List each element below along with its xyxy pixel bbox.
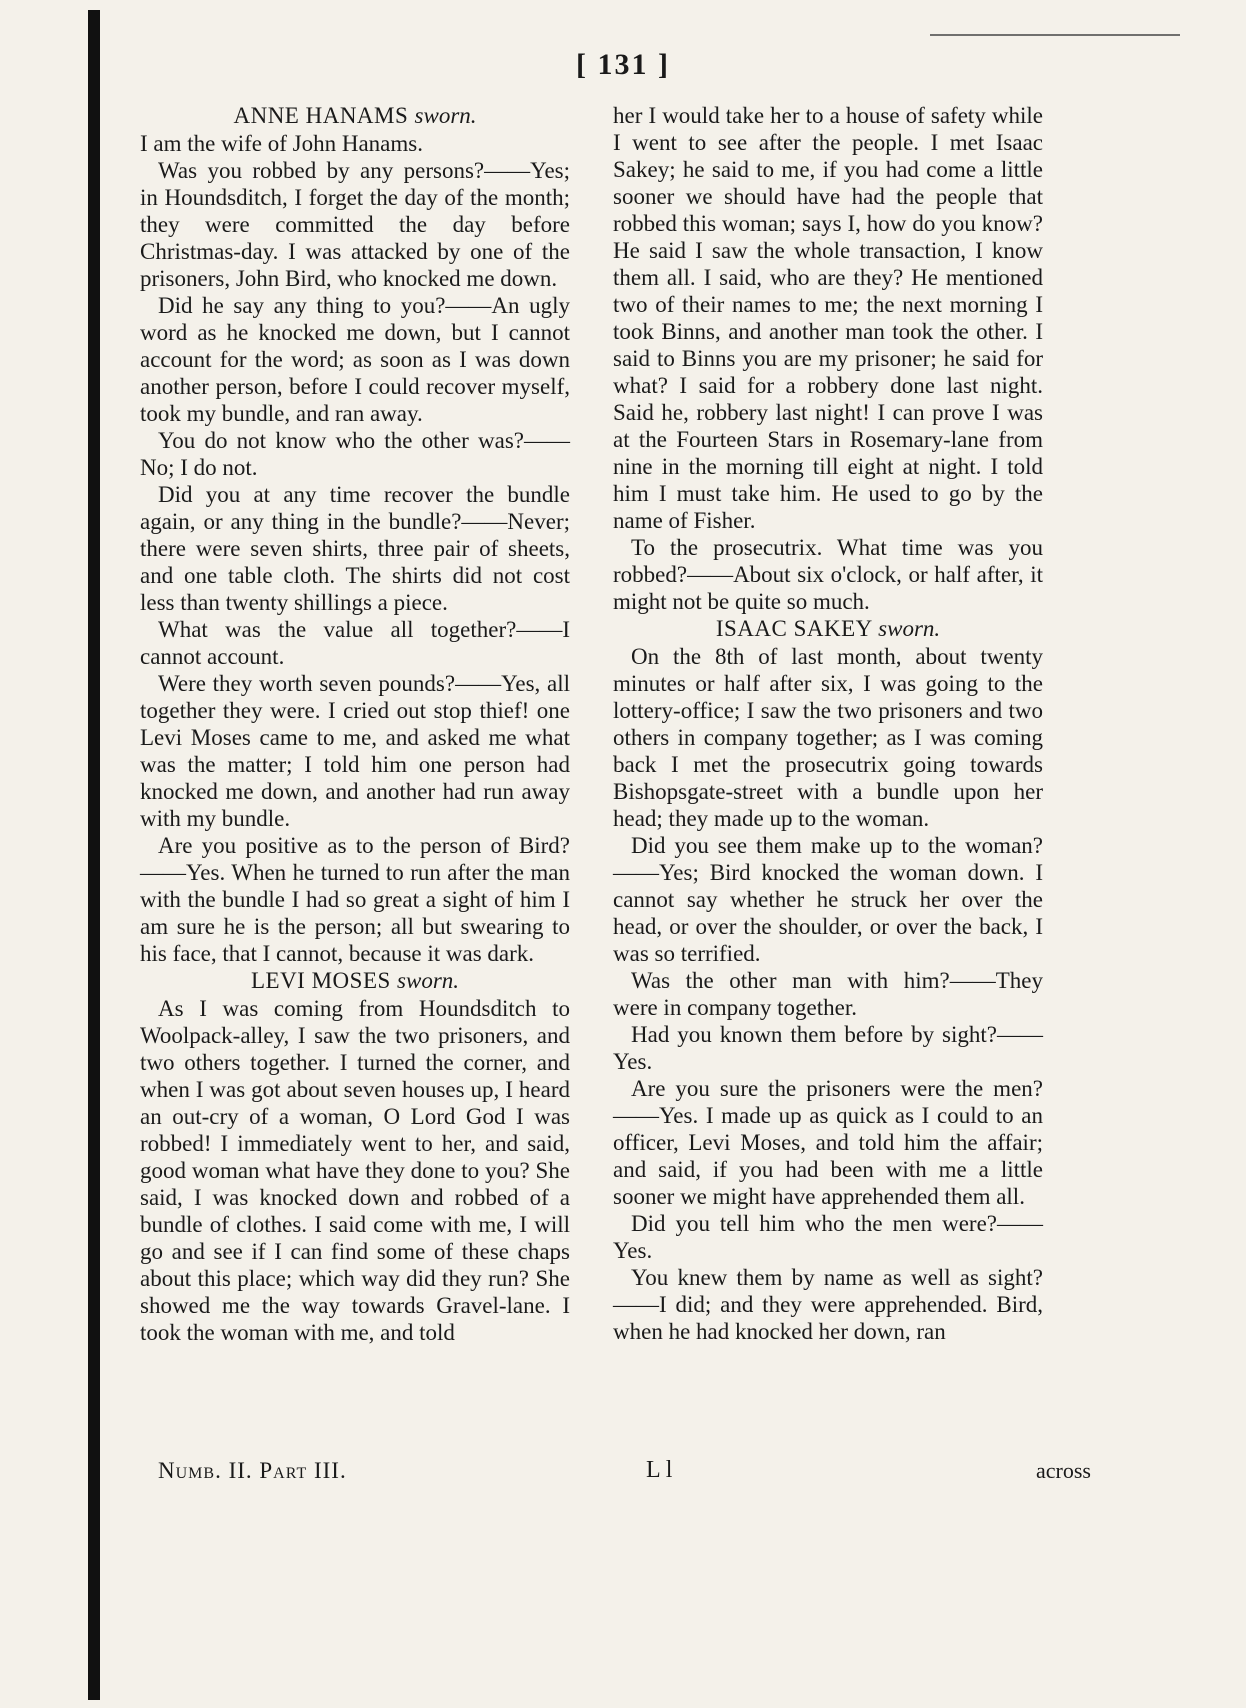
testimony-paragraph: Was you robbed by any persons?——Yes; in Houndsditch, I forget the day of the month; they were committed the day before Christmas-day. I was attacked by one of the prisoners, John Bird, who knocked me down. — [140, 158, 570, 291]
testimony-paragraph: What was the value all together?——I cannot account. — [140, 617, 570, 669]
testimony-paragraph: Did you at any time recover the bundle again, or any thing in the bundle?——Never; there were seven shirts, three pair of sheets, and one table cloth. The shirts did not cost less than twenty shillings a piece. — [140, 482, 570, 615]
testimony-paragraph: Did you tell him who the men were?——Yes. — [613, 1211, 1043, 1263]
testimony-paragraph: Are you sure the prisoners were the men?——Yes. I made up as quick as I could to an officer, Levi Moses, and told him the affair; and said, if you had been with me a little sooner we might have apprehended them all. — [613, 1076, 1043, 1209]
signature-mark-right: L l — [646, 1457, 673, 1483]
witness-heading: ANNE HANAMS sworn. — [233, 103, 477, 128]
testimony-paragraph: Did you see them make up to the woman?——Yes; Bird knocked the woman down. I cannot say whether he struck her over the head, or over the shoulder, or over the back, I was so terrified. — [613, 833, 1043, 966]
catchword: across — [1036, 1458, 1091, 1483]
top-rule — [930, 34, 1180, 36]
testimony-paragraph: her I would take her to a house of safety while I went to see after the people. I met Isaac Sakey; he said to me, if you had come a little sooner we should have had the people that robbed this woman; says I, how do you know? He said I saw the whole transaction, I know them all. I said, who are they? He mentioned two of their names to me; the next morning I took Binns, and another man took the other. I said to Binns you are my prisoner; he said for what? I said for a robbery done last night. Said he, robbery last night! I can prove I was at the Fourteen Stars in Rosemary-lane from nine in the morning till eight at night. I told him I must take him. He used to go by the name of Fisher. — [613, 103, 1043, 533]
testimony-paragraph: As I was coming from Houndsditch to Woolpack-alley, I saw the two prisoners, and two others together. I turned the corner, and when I was got about seven houses up, I heard an out-cry of a woman, O Lord God I was robbed! I immediately went to her, and said, good woman what have they done to you? She said, I was knocked down and robbed of a bundle of clothes. I said come with me, I will go and see if I can find some of these chaps about this place; which way did they run? She showed me the way towards Gravel-lane. I took the woman with me, and told — [140, 996, 570, 1345]
testimony-paragraph: Did he say any thing to you?——An ugly word as he knocked me down, but I cannot account for the word; as soon as I was down another person, before I could recover myself, took my bundle, and ran away. — [140, 293, 570, 426]
signature-mark-left: Numb. II. Part III. — [158, 1458, 347, 1483]
left-column — [140, 102, 570, 1346]
testimony-paragraph: You knew them by name as well as sight?——I did; and they were apprehended. Bird, when he had knocked her down, ran — [613, 1265, 1043, 1344]
page-number: [ 131 ] — [576, 48, 670, 81]
right-column — [613, 102, 1043, 1345]
witness-heading: ISAAC SAKEY sworn. — [715, 616, 941, 641]
testimony-paragraph: Were they worth seven pounds?——Yes, all together they were. I cried out stop thief! one Levi Moses came to me, and asked me what was the matter; I told him one person had knocked me down, and another had run away with my bundle. — [140, 671, 570, 831]
testimony-paragraph: Are you positive as to the person of Bird?——Yes. When he turned to run after the man with the bundle I had so great a sight of him I am sure he is the person; all but swearing to his face, that I cannot, because it was dark. — [140, 833, 570, 966]
testimony-paragraph: To the prosecutrix. What time was you robbed?——About six o'clock, or half after, it might not be quite so much. — [613, 535, 1043, 614]
testimony-paragraph: I am the wife of John Hanams. — [140, 131, 423, 156]
page-binding-edge — [88, 10, 100, 1700]
testimony-paragraph: You do not know who the other was?——No; I do not. — [140, 428, 570, 480]
witness-heading: LEVI MOSES sworn. — [250, 968, 460, 993]
testimony-paragraph: Was the other man with him?——They were in company together. — [613, 968, 1043, 1020]
testimony-paragraph: Had you known them before by sight?——Yes. — [613, 1022, 1043, 1074]
testimony-paragraph: On the 8th of last month, about twenty minutes or half after six, I was going to the lottery-office; I saw the two prisoners and two others in company together; as I was coming back I met the prosecutrix going towards Bishopsgate-street with a bundle upon her head; they made up to the woman. — [613, 644, 1043, 831]
